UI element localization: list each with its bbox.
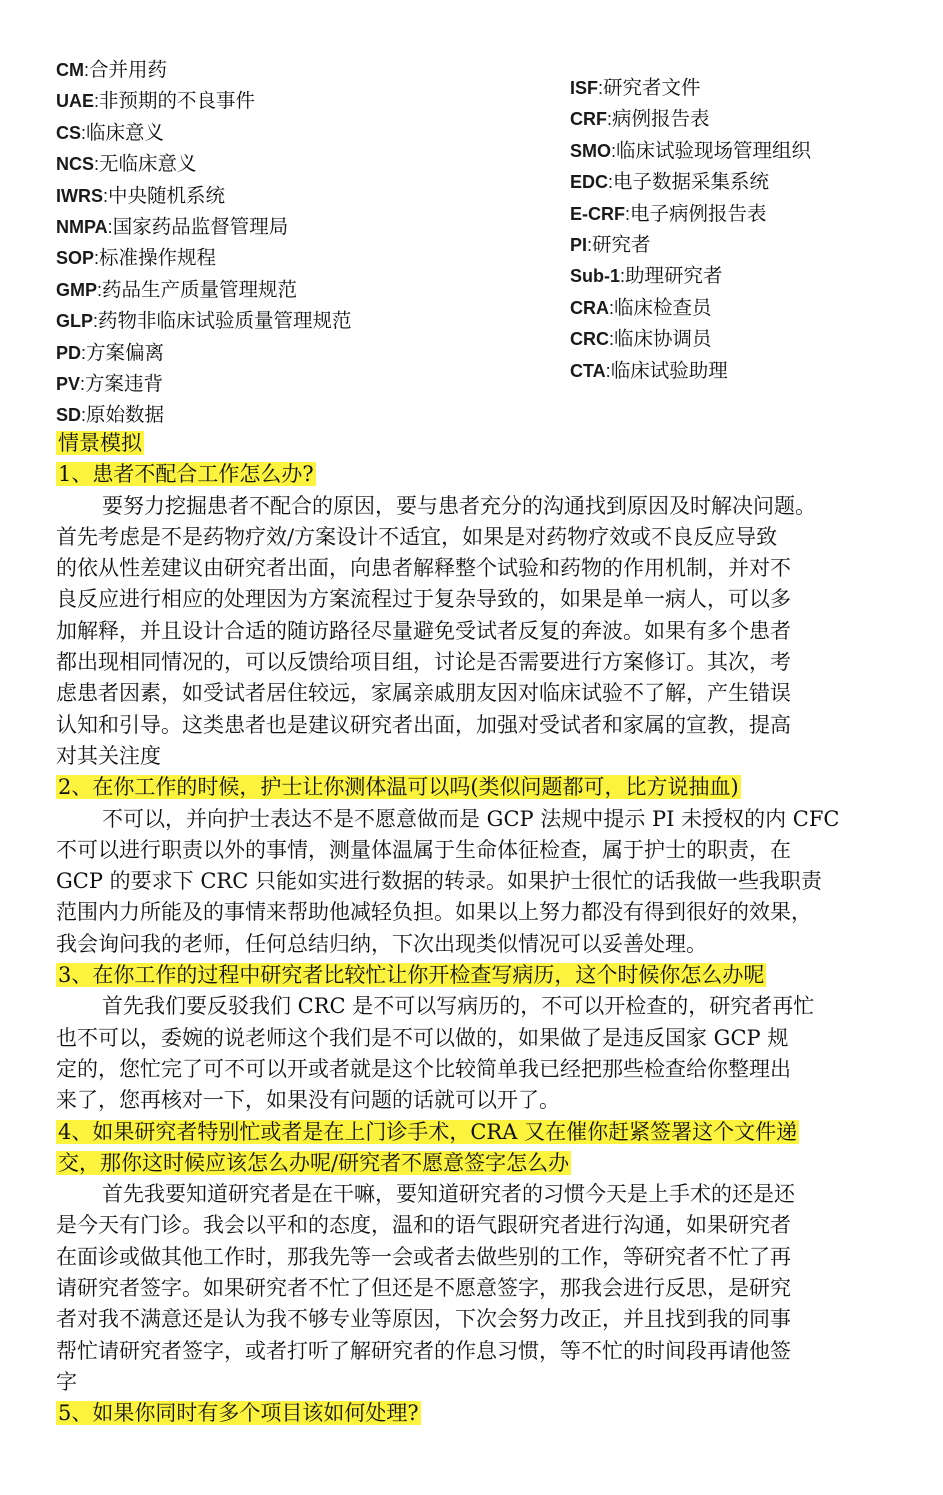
abbreviation-description: 电子病例报告表 [630,201,767,225]
abbreviation-description: 药物非临床试验质量管理规范 [98,309,352,333]
abbreviation-code: Sub-1 [570,266,621,287]
abbreviation-list-right [570,72,811,386]
abbreviation-description: 病例报告表 [612,107,710,131]
abbreviation-description: 研究者文件 [603,76,701,99]
answer-paragraph [56,991,900,1116]
abbreviation-separator: : [103,185,109,206]
abbreviation-item [570,260,811,291]
abbreviation-item [56,211,352,242]
abbreviation-code: EDC [570,172,609,193]
abbreviation-separator: : [93,311,99,332]
abbreviation-separator: : [609,329,615,350]
abbreviation-separator: : [607,109,613,130]
answer-paragraph [56,804,900,960]
abbreviation-description: 临床检查员 [614,295,712,319]
answer-line: 不可以进行职责以外的事情，测量体温属于生命体征检查，属于护士的职责，在 [56,837,791,862]
abbreviation-separator: : [598,78,604,98]
abbreviation-item [56,148,352,179]
answer-line: 我会询问我的老师，任何总结归纳，下次出现类似情况可以妥善处理。 [56,931,707,956]
abbreviation-code: ISF [570,78,599,98]
answer-line: 的依从性差建议由研究者出面，向患者解释整个试验和药物的作用机制，并对不 [56,556,791,581]
qa-block [56,1398,900,1429]
scenario-section [56,428,900,1430]
abbreviation-description: 非预期的不良事件 [99,89,256,113]
question-heading [56,1398,900,1429]
answer-line: 不可以，并向护士表达不是不愿意做而是 GCP 法规中提示 PI 未授权的内 CFC [102,806,840,831]
qa-block [56,459,900,772]
answer-line: 虑患者因素，如受试者居住较远，家属亲戚朋友因对临床试验不了解，产生错误 [56,681,791,706]
abbreviation-item [56,305,352,336]
abbreviation-item [570,135,811,166]
abbreviation-code: E-CRF [570,203,625,224]
abbreviation-item [56,180,352,211]
abbreviation-code: SOP [56,248,95,269]
abbreviation-item [56,242,352,273]
answer-line: 首先我要知道研究者是在干嘛，要知道研究者的习惯今天是上手术的还是还 [102,1182,795,1207]
abbreviation-separator: : [94,154,100,175]
abbreviation-separator: : [625,203,631,224]
abbreviation-item [570,166,811,197]
abbreviation-code: PV [56,373,81,394]
abbreviation-separator: : [620,266,626,287]
abbreviation-code: GLP [56,311,94,332]
abbreviation-separator: : [81,122,87,143]
abbreviation-description: 合并用药 [89,58,168,81]
answer-line: 要努力挖掘患者不配合的原因，要与患者充分的沟通找到原因及时解决问题。 [102,493,816,518]
answer-line: 是今天有门诊。我会以平和的态度，温和的语气跟研究者进行沟通，如果研究者 [56,1213,791,1238]
abbreviation-description: 中央随机系统 [108,183,226,207]
question-heading [56,1117,900,1148]
abbreviation-item [570,292,811,323]
answer-line: 首先我们要反驳我们 CRC 是不可以写病历的，不可以开检查的，研究者再忙 [102,994,815,1019]
abbreviation-item [570,198,811,229]
abbreviation-separator: : [97,279,103,300]
abbreviation-code: NMPA [56,216,108,237]
answer-line: 在面诊或做其他工作时，那我先等一会或者去做些别的工作，等研究者不忙了再 [56,1244,791,1269]
answer-line: 字 [56,1369,77,1394]
answer-line: 者对我不满意还是认为我不够专业等原因，下次会努力改正，并且找到我的同事 [56,1307,791,1332]
question-text: 5、如果你同时有多个项目该如何处理? [58,1401,419,1426]
abbreviation-item [56,337,352,368]
abbreviation-code: SMO [570,140,612,161]
abbreviation-code: IWRS [56,185,103,206]
abbreviation-description: 临床试验助理 [610,358,728,382]
answer-line: 认知和引导。这类患者也是建议研究者出面，加强对受试者和家属的宣教，提高 [56,712,791,737]
abbreviation-separator: : [611,140,617,161]
abbreviation-separator: : [94,91,100,112]
qa-list [56,459,900,1429]
abbreviation-description: 电子数据采集系统 [613,170,770,194]
question-heading [56,960,900,991]
abbreviation-item [56,117,352,148]
answer-line: 来了，您再核对一下，如果没有问题的话就可以开了。 [56,1088,560,1113]
abbreviation-description: 药品生产质量管理规范 [102,277,298,301]
answer-line: 定的，您忙完了可不可以开或者就是这个比较简单我已经把那些检查给你整理出 [56,1056,791,1081]
abbreviation-code: PI [570,234,588,255]
question-heading [56,772,900,803]
answer-paragraph [56,491,900,773]
abbreviation-list-left [56,54,352,431]
abbreviation-code: PD [56,342,82,363]
question-text: 4、如果研究者特别忙或者是在上门诊手术，CRA 又在催你赶紧签署这个文件递 [58,1119,798,1144]
question-text: 2、在你工作的时候，护士让你测体温可以吗(类似问题都可，比方说抽血) [58,775,739,800]
abbreviation-code: CRA [570,297,609,318]
abbreviation-code: NCS [56,154,95,175]
abbreviation-separator: : [107,216,113,237]
answer-line: 也不可以，委婉的说老师这个我们是不可以做的，如果做了是违反国家 GCP 规 [56,1025,789,1050]
abbreviation-code: CTA [570,360,606,381]
abbreviation-item [570,323,811,354]
abbreviation-separator: : [587,234,593,255]
abbreviation-separator: : [81,405,87,426]
abbreviation-description: 原始数据 [86,403,165,427]
answer-line: 对其关注度 [56,743,161,768]
abbreviation-description: 方案偏离 [86,340,165,364]
answer-line: 加解释，并且设计合适的随访路径尽量避免受试者反复的奔波。如果有多个患者 [56,618,791,643]
abbreviation-separator: : [84,60,90,80]
answer-line: 良反应进行相应的处理因为方案流程过于复杂导致的，如果是单一病人，可以多 [56,587,791,612]
abbreviation-code: SD [56,405,82,426]
abbreviation-description: 标准操作规程 [99,246,217,270]
question-heading [56,459,900,490]
question-text: 1、患者不配合工作怎么办? [58,462,314,487]
abbreviation-separator: : [94,248,100,269]
abbreviation-code: CS [56,122,82,143]
qa-block [56,960,900,1116]
abbreviation-code: CRC [570,329,609,350]
abbreviation-code: CM [56,60,84,80]
answer-line: 帮忙请研究者签字，或者打听了解研究者的作息习惯，等不忙的时间段再请他签 [56,1338,791,1363]
abbreviation-description: 研究者 [592,232,651,256]
abbreviation-description: 方案违背 [85,371,164,395]
abbreviation-separator: : [608,172,614,193]
section-title [56,428,900,459]
abbreviation-item [56,54,352,85]
abbreviation-description: 临床试验现场管理组织 [616,138,812,162]
abbreviation-item [56,274,352,305]
abbreviation-item [570,72,811,103]
qa-block [56,772,900,960]
abbreviation-code: GMP [56,279,98,300]
answer-paragraph [56,1179,900,1398]
abbreviation-description: 无临床意义 [99,152,197,176]
abbreviation-description: 国家药品监督管理局 [112,214,289,238]
abbreviation-description: 临床意义 [86,120,165,144]
section-title-text: 情景模拟 [58,431,142,455]
abbreviation-separator: : [81,342,87,363]
abbreviation-code: CRF [570,109,607,130]
abbreviation-item [56,85,352,116]
answer-line: GCP 的要求下 CRC 只能如实进行数据的转录。如果护士很忙的话我做一些我职责 [56,869,822,894]
abbreviation-separator: : [605,360,611,381]
abbreviation-separator: : [80,373,86,394]
question-text: 交，那你这时候应该怎么办呢/研究者不愿意签字怎么办 [58,1150,570,1175]
answer-line: 范围内力所能及的事情来帮助他减轻负担。如果以上努力都没有得到很好的效果， [56,900,812,925]
abbreviation-item [570,355,811,386]
abbreviation-code: UAE [56,91,95,112]
abbreviation-item [570,229,811,260]
abbreviation-separator: : [609,297,615,318]
abbreviation-description: 临床协调员 [614,327,712,351]
answer-line: 请研究者签字。如果研究者不忙了但还是不愿意签字，那我会进行反思，是研究 [56,1276,791,1301]
abbreviation-description: 助理研究者 [625,264,723,288]
qa-block [56,1117,900,1399]
abbreviation-item [56,368,352,399]
answer-line: 首先考虑是不是药物疗效/方案设计不适宜，如果是对药物疗效或不良反应导致 [56,524,778,549]
abbreviation-item [570,103,811,134]
answer-line: 都出现相同情况的，可以反馈给项目组，讨论是否需要进行方案修订。其次，考 [56,650,791,675]
question-text: 3、在你工作的过程中研究者比较忙让你开检查写病历，这个时候你怎么办呢 [58,963,765,988]
question-heading [56,1148,900,1179]
abbreviation-item [56,399,352,430]
